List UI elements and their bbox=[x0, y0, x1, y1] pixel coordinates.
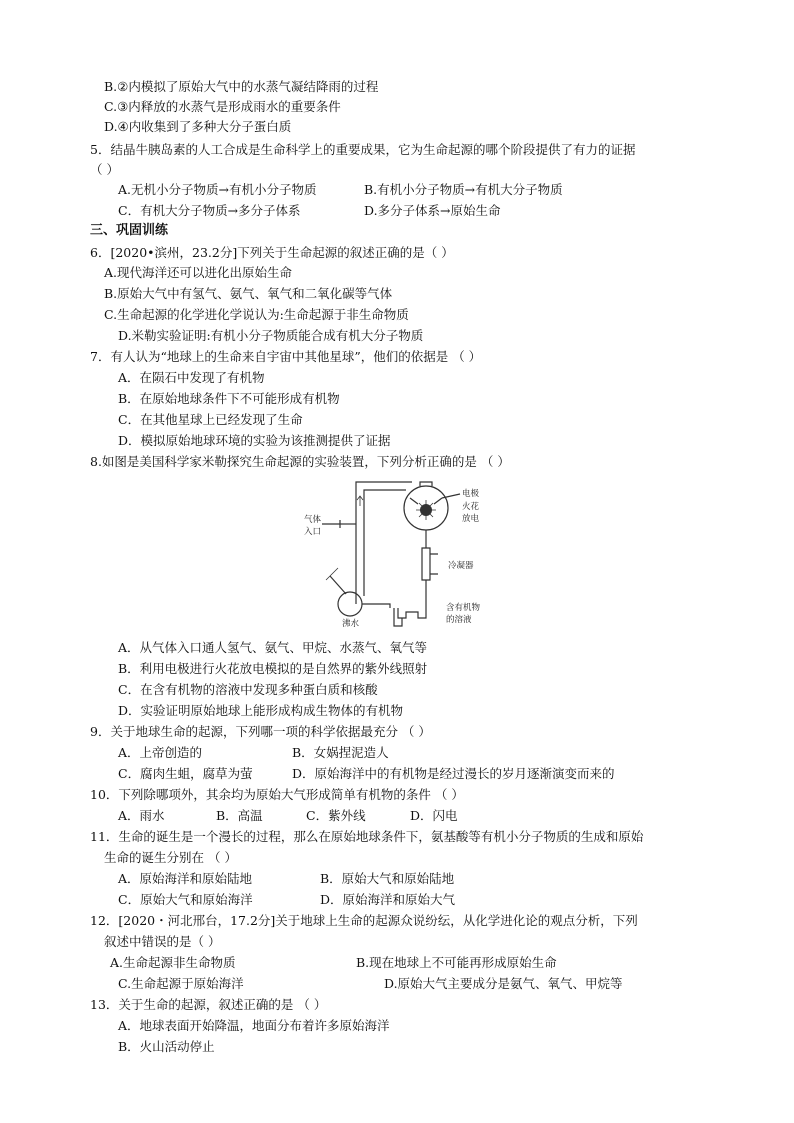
option-q7-a: A．在陨石中发现了有机物 bbox=[118, 370, 265, 385]
option-q5-c: C．有机大分子物质→多分子体系 bbox=[118, 203, 301, 218]
label-organic-2: 的溶液 bbox=[446, 615, 472, 625]
option-q4-b: B.②内模拟了原始大气中的水蒸气凝结降雨的过程 bbox=[104, 79, 379, 94]
option-q12-d: D.原始大气主要成分是氨气、氧气、甲烷等 bbox=[384, 976, 623, 991]
option-q12-b: B.现在地球上不可能再形成原始生命 bbox=[356, 955, 557, 970]
option-q8-a: A．从气体入口通人氢气、氨气、甲烷、水蒸气、氧气等 bbox=[118, 640, 428, 655]
option-q5-a: A.无机小分子物质→有机小分子物质 bbox=[118, 182, 317, 197]
option-q6-b: B.原始大气中有氢气、氨气、氧气和二氧化碳等气体 bbox=[104, 286, 393, 301]
option-q9-a: A．上帝创造的 bbox=[118, 745, 203, 760]
option-q6-d: D.米勒实验证明:有机小分子物质能合成有机大分子物质 bbox=[118, 328, 424, 343]
option-q13-b: B．火山活动停止 bbox=[118, 1039, 215, 1054]
option-q10-b: B．高温 bbox=[216, 808, 263, 823]
option-q10-a: A．雨水 bbox=[118, 808, 165, 823]
option-q11-a: A．原始海洋和原始陆地 bbox=[118, 871, 253, 886]
option-q11-b: B．原始大气和原始陆地 bbox=[320, 871, 455, 886]
label-spark-2: 放电 bbox=[462, 514, 480, 524]
answer-blank-q5: （ ） bbox=[90, 162, 119, 177]
question-7: 7．有人认为“地球上的生命来自宇宙中其他星球”，他们的依据是 （ ） bbox=[90, 349, 482, 364]
label-condenser: 冷凝器 bbox=[448, 561, 474, 571]
option-q8-b: B．利用电极进行火花放电模拟的是自然界的紫外线照射 bbox=[118, 661, 428, 676]
option-q13-a: A．地球表面开始降温，地面分布着许多原始海洋 bbox=[118, 1018, 390, 1033]
option-q4-c: C.③内释放的水蒸气是形成雨水的重要条件 bbox=[104, 99, 341, 114]
option-q10-c: C．紫外线 bbox=[306, 808, 366, 823]
option-q9-d: D．原始海洋中的有机物是经过漫长的岁月逐渐演变而来的 bbox=[292, 766, 615, 781]
option-q7-b: B．在原始地球条件下不可能形成有机物 bbox=[118, 391, 340, 406]
option-q9-b: B．女娲捏泥造人 bbox=[292, 745, 389, 760]
option-q9-c: C．腐肉生蛆，腐草为萤 bbox=[118, 766, 253, 781]
question-13: 13．关于生命的起源，叙述正确的是 （ ） bbox=[90, 997, 327, 1012]
label-gas-2: 入口 bbox=[304, 527, 322, 537]
option-q11-d: D．原始海洋和原始大气 bbox=[320, 892, 456, 907]
boiling-flask bbox=[338, 592, 362, 616]
label-organic-1: 含有机物 bbox=[446, 603, 481, 613]
question-9: 9．关于地球生命的起源，下列哪一项的科学依据最充分 （ ） bbox=[90, 724, 431, 739]
question-11-cont: 生命的诞生分别在 （ ） bbox=[104, 850, 237, 865]
miller-apparatus-diagram bbox=[300, 476, 514, 634]
label-gas-1: 气体 bbox=[304, 515, 322, 525]
question-12-cont: 叙述中错误的是（ ） bbox=[104, 934, 221, 949]
label-spark-1: 火花 bbox=[462, 502, 480, 512]
question-6: 6．[2020•滨州，23.2分]下列关于生命起源的叙述正确的是（ ） bbox=[90, 245, 454, 260]
question-5: 5．结晶牛胰岛素的人工合成是生命科学上的重要成果，它为生命起源的哪个阶段提供了有力的证据 bbox=[90, 142, 636, 157]
option-q7-c: C．在其他星球上已经发现了生命 bbox=[118, 412, 303, 427]
option-q6-a: A.现代海洋还可以进化出原始生命 bbox=[104, 265, 293, 280]
option-q8-d: D．实验证明原始地球上能形成构成生物体的有机物 bbox=[118, 703, 404, 718]
option-q8-c: C．在含有机物的溶液中发现多种蛋白质和核酸 bbox=[118, 682, 378, 697]
option-q11-c: C．原始大气和原始海洋 bbox=[118, 892, 253, 907]
label-electrode: 电极 bbox=[462, 489, 480, 499]
gas-inlet bbox=[322, 520, 340, 528]
option-q7-d: D．模拟原始地球环境的实验为该推测提供了证据 bbox=[118, 433, 391, 448]
question-10: 10．下列除哪项外，其余均为原始大气形成简单有机物的条件 （ ） bbox=[90, 787, 464, 802]
option-q5-b: B.有机小分子物质→有机大分子物质 bbox=[364, 182, 563, 197]
option-q10-d: D．闪电 bbox=[410, 808, 458, 823]
condenser-tube bbox=[422, 548, 430, 580]
option-q12-a: A.生命起源非生命物质 bbox=[110, 955, 236, 970]
option-q5-d: D.多分子体系→原始生命 bbox=[364, 203, 501, 218]
question-11: 11．生命的诞生是一个漫长的过程，那么在原始地球条件下，氨基酸等有机小分子物质的生成和原始 bbox=[90, 829, 644, 844]
option-q12-c: C.生命起源于原始海洋 bbox=[118, 976, 244, 991]
section-heading: 三、巩固训练 bbox=[90, 223, 169, 238]
question-8: 8.如图是美国科学家米勒探究生命起源的实验装置，下列分析正确的是 （ ） bbox=[90, 454, 510, 469]
option-q4-d: D.④内收集到了多种大分子蛋白质 bbox=[104, 119, 292, 134]
question-12: 12．[2020・河北邢台，17.2分]关于地球上生命的起源众说纷纭，从化学进化论的观点分析，下列 bbox=[90, 913, 638, 928]
label-boiling-water: 沸水 bbox=[342, 619, 360, 629]
option-q6-c: C.生命起源的化学进化学说认为:生命起源于非生命物质 bbox=[104, 307, 409, 322]
